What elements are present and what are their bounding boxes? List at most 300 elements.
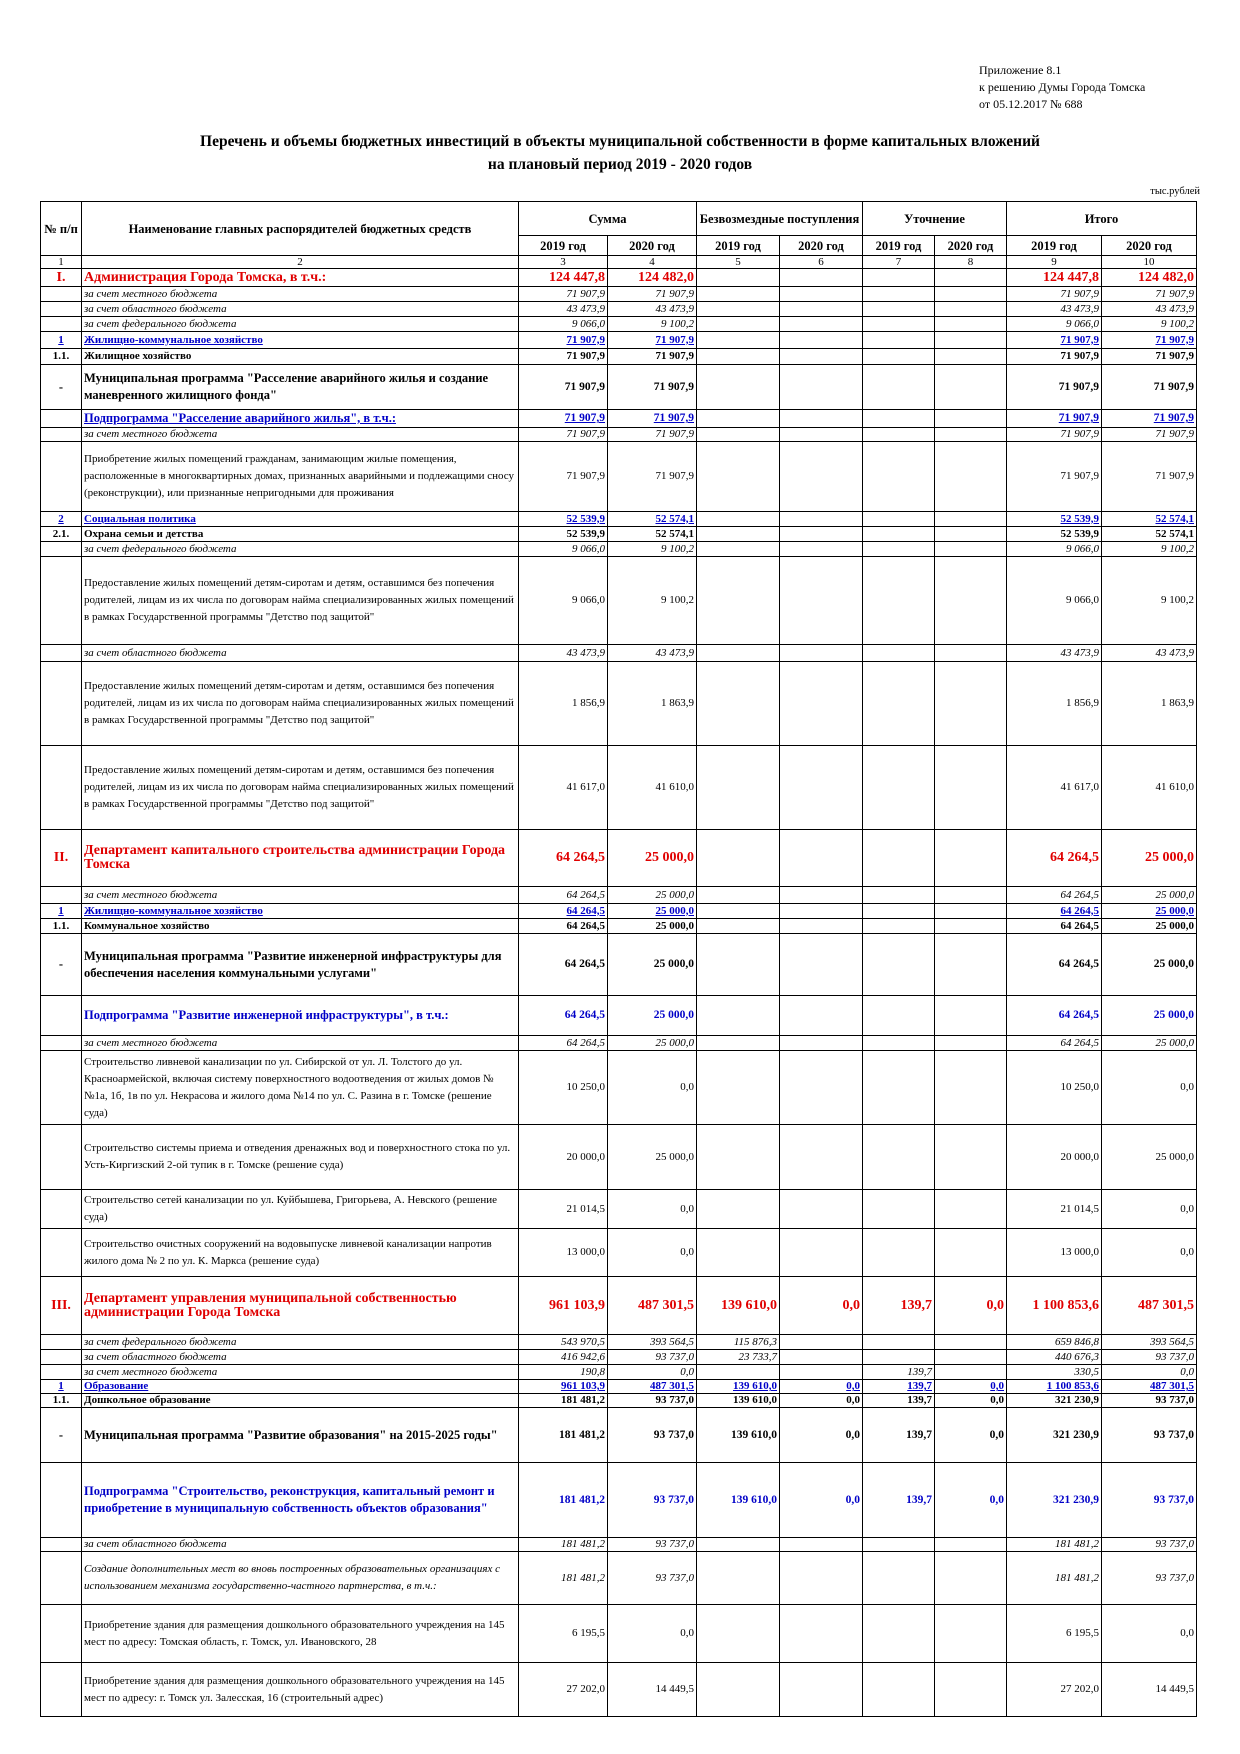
value-cell [780,542,863,557]
value-cell [863,542,935,557]
table-row [41,1463,1197,1538]
value-cell [697,1538,780,1552]
value-cell [697,1552,780,1605]
value-cell [863,1335,935,1350]
row-number-cell [41,887,82,904]
value-cell: 71 907,9 [1102,287,1197,302]
value-cell: 25 000,0 [1102,830,1197,887]
value-cell: 1 863,9 [1102,662,1197,746]
row-number-cell: 1 [41,332,82,349]
value-cell: 487 301,5 [608,1277,697,1335]
value-cell: 71 907,9 [608,442,697,512]
value-cell [863,1036,935,1051]
value-cell [780,557,863,645]
value-cell: 71 907,9 [519,410,608,428]
value-cell: 139,7 [863,1463,935,1538]
value-cell [780,512,863,527]
row-number-cell [41,1552,82,1605]
value-cell: 43 473,9 [519,645,608,662]
value-cell: 1 856,9 [519,662,608,746]
value-cell [863,527,935,542]
table-row [41,1380,1197,1394]
table-row [41,1605,1197,1663]
value-cell [780,662,863,746]
value-cell: 20 000,0 [1007,1125,1102,1190]
row-number-cell: 1 [41,1380,82,1394]
value-cell [935,1663,1007,1717]
table-row [41,919,1197,934]
value-cell [697,512,780,527]
row-name-cell: Предоставление жилых помещений детям-сиротам и детям, оставшимся без попечения родителей, лицам из их числа по договорам найма специализированных жилых помещений в рамках Государственной программы "Детство под защитой" [82,557,519,645]
value-cell: 71 907,9 [1007,349,1102,365]
value-cell [697,1190,780,1229]
table-row [41,887,1197,904]
value-cell [935,512,1007,527]
value-cell [863,287,935,302]
value-cell: 93 737,0 [608,1394,697,1408]
value-cell: 64 264,5 [1007,996,1102,1036]
value-cell: 139 610,0 [697,1380,780,1394]
value-cell: 487 301,5 [1102,1380,1197,1394]
value-cell [697,557,780,645]
value-cell: 0,0 [780,1394,863,1408]
row-name-cell: за счет областного бюджета [82,1538,519,1552]
value-cell: 124 447,8 [1007,269,1102,287]
value-cell: 21 014,5 [1007,1190,1102,1229]
value-cell [780,996,863,1036]
value-cell [863,996,935,1036]
table-row [41,428,1197,442]
value-cell: 124 482,0 [1102,269,1197,287]
row-name-cell: Муниципальная программа "Расселение аварийного жилья и создание маневренного жилищного фонда" [82,365,519,410]
value-cell: 181 481,2 [519,1552,608,1605]
value-cell [697,269,780,287]
value-cell [935,269,1007,287]
value-cell: 416 942,6 [519,1350,608,1365]
value-cell [780,919,863,934]
value-cell [697,934,780,996]
value-cell: 190,8 [519,1365,608,1380]
value-cell [697,830,780,887]
row-name-cell: за счет областного бюджета [82,302,519,317]
value-cell [935,365,1007,410]
value-cell [935,428,1007,442]
header-year-2020: 2020 год [608,236,697,256]
row-number-cell [41,1605,82,1663]
value-cell: 0,0 [608,1051,697,1125]
row-number-cell [41,1051,82,1125]
value-cell: 93 737,0 [608,1408,697,1463]
value-cell: 139,7 [863,1408,935,1463]
row-number-cell: I. [41,269,82,287]
value-cell [935,287,1007,302]
value-cell [697,887,780,904]
table-row [41,527,1197,542]
row-name-cell: Строительство ливневой канализации по ул. Сибирской от ул. Л. Толстого до ул. Красноармейской, включая систему поверхностного водоотведения от жилых домов №№1а, 1б, 1в по ул. Некрасова и жилого дома №14 по ул. С. Разина в г. Томске (решение суда) [82,1051,519,1125]
table-row [41,645,1197,662]
row-number-cell [41,662,82,746]
value-cell: 71 907,9 [1007,365,1102,410]
value-cell [697,542,780,557]
value-cell [935,1051,1007,1125]
row-name-cell: Администрация Города Томска, в т.ч.: [82,269,519,287]
value-cell: 93 737,0 [608,1552,697,1605]
value-cell [863,332,935,349]
table-row [41,442,1197,512]
value-cell: 139,7 [863,1380,935,1394]
value-cell: 9 066,0 [1007,542,1102,557]
appendix-line-3: от 05.12.2017 № 688 [979,97,1083,111]
value-cell [863,1125,935,1190]
value-cell: 181 481,2 [519,1463,608,1538]
header-sum: Сумма [519,202,697,236]
value-cell: 43 473,9 [1007,302,1102,317]
value-cell: 440 676,3 [1007,1350,1102,1365]
value-cell: 124 447,8 [519,269,608,287]
value-cell: 0,0 [780,1277,863,1335]
value-cell [780,410,863,428]
value-cell [697,1605,780,1663]
value-cell: 139,7 [863,1277,935,1335]
value-cell: 9 066,0 [519,557,608,645]
value-cell [780,332,863,349]
value-cell: 181 481,2 [519,1538,608,1552]
value-cell [780,1036,863,1051]
row-name-cell: Строительство очистных сооружений на водовыпуске ливневой канализации напротив жилого дома № 2 по ул. К. Маркса (решение суда) [82,1229,519,1277]
value-cell: 25 000,0 [608,996,697,1036]
value-cell [863,512,935,527]
value-cell: 71 907,9 [519,428,608,442]
value-cell: 25 000,0 [608,1036,697,1051]
value-cell: 9 066,0 [519,317,608,332]
value-cell [780,1663,863,1717]
table-row [41,934,1197,996]
value-cell: 43 473,9 [1007,645,1102,662]
value-cell [863,365,935,410]
value-cell: 1 100 853,6 [1007,1380,1102,1394]
row-number-cell: - [41,365,82,410]
value-cell: 93 737,0 [608,1350,697,1365]
value-cell: 93 737,0 [1102,1408,1197,1463]
table-row [41,1538,1197,1552]
value-cell [863,317,935,332]
table-row [41,542,1197,557]
value-cell: 64 264,5 [1007,887,1102,904]
row-number-cell: 2 [41,512,82,527]
value-cell: 64 264,5 [519,830,608,887]
value-cell: 13 000,0 [519,1229,608,1277]
row-name-cell: за счет местного бюджета [82,1365,519,1380]
value-cell [935,887,1007,904]
value-cell [780,1605,863,1663]
row-number-cell [41,557,82,645]
row-name-cell: за счет областного бюджета [82,645,519,662]
value-cell [935,542,1007,557]
value-cell: 9 066,0 [519,542,608,557]
header-grants: Безвозмездные поступления [697,202,863,236]
row-name-cell: Социальная политика [82,512,519,527]
row-name-cell: Муниципальная программа "Развитие инженерной инфраструктуры для обеспечения населения коммунальными услугами" [82,934,519,996]
value-cell: 321 230,9 [1007,1408,1102,1463]
row-name-cell: Подпрограмма "Развитие инженерной инфраструктуры", в т.ч.: [82,996,519,1036]
value-cell: 64 264,5 [519,934,608,996]
value-cell [697,746,780,830]
row-number-cell: 2.1. [41,527,82,542]
value-cell [780,1229,863,1277]
value-cell: 64 264,5 [1007,904,1102,919]
value-cell: 25 000,0 [1102,887,1197,904]
value-cell [697,527,780,542]
value-cell [780,1552,863,1605]
value-cell [697,317,780,332]
header-year-2020: 2020 год [780,236,863,256]
colnum-cell: 8 [935,256,1007,269]
value-cell [935,527,1007,542]
header-total: Итого [1007,202,1197,236]
row-name-cell: Строительство сетей канализации по ул. Куйбышева, Григорьева, А. Невского (решение суда) [82,1190,519,1229]
value-cell: 71 907,9 [608,428,697,442]
value-cell [697,1036,780,1051]
value-cell: 71 907,9 [519,349,608,365]
row-name-cell: Предоставление жилых помещений детям-сиротам и детям, оставшимся без попечения родителей, лицам из их числа по договорам найма специализированных жилых помещений в рамках Государственной программы "Детство под защитой" [82,746,519,830]
table-row [41,1125,1197,1190]
row-number-cell: - [41,934,82,996]
value-cell: 71 907,9 [608,365,697,410]
value-cell: 52 574,1 [608,512,697,527]
table-row [41,662,1197,746]
value-cell: 43 473,9 [1102,645,1197,662]
table-row [41,1365,1197,1380]
value-cell [863,302,935,317]
value-cell: 0,0 [1102,1229,1197,1277]
value-cell: 71 907,9 [1007,442,1102,512]
value-cell [780,428,863,442]
value-cell: 0,0 [935,1277,1007,1335]
value-cell: 393 564,5 [608,1335,697,1350]
value-cell: 43 473,9 [608,645,697,662]
value-cell [863,919,935,934]
header-adjust: Уточнение [863,202,1007,236]
value-cell: 71 907,9 [519,287,608,302]
value-cell: 71 907,9 [1102,442,1197,512]
row-number-cell [41,302,82,317]
value-cell: 10 250,0 [1007,1051,1102,1125]
value-cell [780,1335,863,1350]
value-cell: 13 000,0 [1007,1229,1102,1277]
table-row [41,332,1197,349]
header-year-2020: 2020 год [935,236,1007,256]
table-row [41,302,1197,317]
value-cell [780,1350,863,1365]
value-cell [780,830,863,887]
row-number-cell [41,287,82,302]
value-cell: 71 907,9 [1102,410,1197,428]
value-cell: 71 907,9 [608,287,697,302]
table-row [41,512,1197,527]
value-cell: 330,5 [1007,1365,1102,1380]
table-row [41,1051,1197,1125]
row-name-cell: Жилищное хозяйство [82,349,519,365]
units-label: тыс.рублей [1150,186,1200,197]
value-cell [697,1125,780,1190]
value-cell: 139 610,0 [697,1394,780,1408]
value-cell: 64 264,5 [519,904,608,919]
value-cell: 139,7 [863,1394,935,1408]
row-number-cell [41,1125,82,1190]
value-cell: 21 014,5 [519,1190,608,1229]
header-year-2019: 2019 год [1007,236,1102,256]
table-row [41,1663,1197,1717]
value-cell [863,269,935,287]
row-name-cell: Охрана семьи и детства [82,527,519,542]
row-number-cell [41,428,82,442]
value-cell [863,1190,935,1229]
table-row [41,349,1197,365]
value-cell: 9 100,2 [1102,557,1197,645]
value-cell [697,1663,780,1717]
row-name-cell: Приобретение жилых помещений гражданам, занимающим жилые помещения, расположенные в многоквартирных домах, признанных аварийными и подлежащими сносу (реконструкции), или признанные непригодными для проживания [82,442,519,512]
value-cell: 71 907,9 [1102,332,1197,349]
table-row [41,1335,1197,1350]
appendix-block [979,62,1145,113]
value-cell [935,1365,1007,1380]
row-number-cell: 1.1. [41,919,82,934]
value-cell: 9 100,2 [1102,542,1197,557]
value-cell: 71 907,9 [608,332,697,349]
appendix-line-2: к решению Думы Города Томска [979,80,1146,94]
colnum-cell: 7 [863,256,935,269]
value-cell: 64 264,5 [1007,830,1102,887]
value-cell: 181 481,2 [519,1394,608,1408]
value-cell: 71 907,9 [519,442,608,512]
row-number-cell [41,1350,82,1365]
row-name-cell: Подпрограмма "Строительство, реконструкция, капитальный ремонт и приобретение в муниципальную собственность объектов образования" [82,1463,519,1538]
value-cell: 0,0 [1102,1190,1197,1229]
value-cell [935,410,1007,428]
value-cell [935,349,1007,365]
value-cell [863,1605,935,1663]
value-cell: 41 610,0 [608,746,697,830]
value-cell: 71 907,9 [608,410,697,428]
row-name-cell: Создание дополнительных мест во вновь построенных образовательных организациях с использованием механизма государственно-частного партнерства, в т.ч.: [82,1552,519,1605]
value-cell: 321 230,9 [1007,1463,1102,1538]
value-cell: 93 737,0 [1102,1538,1197,1552]
value-cell [863,1663,935,1717]
value-cell: 961 103,9 [519,1277,608,1335]
value-cell: 543 970,5 [519,1335,608,1350]
value-cell [697,1365,780,1380]
value-cell: 1 100 853,6 [1007,1277,1102,1335]
value-cell: 139 610,0 [697,1408,780,1463]
header-year-2019: 2019 год [863,236,935,256]
row-number-cell [41,542,82,557]
value-cell [697,904,780,919]
value-cell: 0,0 [1102,1365,1197,1380]
row-name-cell: Департамент капитального строительства администрации Города Томска [82,830,519,887]
value-cell [863,349,935,365]
value-cell [697,662,780,746]
value-cell: 64 264,5 [519,919,608,934]
row-name-cell: Жилищно-коммунальное хозяйство [82,332,519,349]
value-cell [780,746,863,830]
value-cell [863,1051,935,1125]
table-row [41,557,1197,645]
value-cell [780,1051,863,1125]
value-cell: 25 000,0 [1102,919,1197,934]
value-cell: 71 907,9 [519,332,608,349]
value-cell [935,317,1007,332]
value-cell [697,349,780,365]
value-cell: 1 863,9 [608,662,697,746]
value-cell: 9 100,2 [608,542,697,557]
value-cell: 64 264,5 [1007,934,1102,996]
value-cell: 71 907,9 [1007,428,1102,442]
value-cell: 0,0 [608,1229,697,1277]
value-cell [780,365,863,410]
value-cell: 93 737,0 [608,1463,697,1538]
value-cell [697,442,780,512]
value-cell: 41 610,0 [1102,746,1197,830]
value-cell [780,645,863,662]
table-row [41,1036,1197,1051]
table-row [41,317,1197,332]
value-cell: 93 737,0 [608,1538,697,1552]
value-cell [697,645,780,662]
value-cell [780,1125,863,1190]
value-cell: 27 202,0 [1007,1663,1102,1717]
value-cell: 43 473,9 [608,302,697,317]
value-cell: 25 000,0 [1102,1125,1197,1190]
value-cell: 25 000,0 [608,919,697,934]
value-cell [697,1051,780,1125]
row-name-cell: Департамент управления муниципальной собственностью администрации Города Томска [82,1277,519,1335]
table-row [41,996,1197,1036]
value-cell: 52 574,1 [1102,527,1197,542]
row-name-cell: Строительство системы приема и отведения дренажных вод и поверхностного стока по ул. Усть-Киргизский 2-ой тупик в г. Томске (решение суда) [82,1125,519,1190]
value-cell: 9 100,2 [1102,317,1197,332]
value-cell [935,1125,1007,1190]
value-cell [863,662,935,746]
value-cell: 25 000,0 [1102,904,1197,919]
value-cell [780,887,863,904]
value-cell: 0,0 [608,1190,697,1229]
value-cell: 71 907,9 [1102,365,1197,410]
row-name-cell: Подпрограмма "Расселение аварийного жилья", в т.ч.: [82,410,519,428]
colnum-cell: 5 [697,256,780,269]
value-cell: 71 907,9 [1102,428,1197,442]
value-cell: 0,0 [935,1380,1007,1394]
value-cell: 181 481,2 [1007,1552,1102,1605]
row-name-cell: Приобретение здания для размещения дошкольного образовательного учреждения на 145 мест по адресу: г. Томск ул. Залесская, 16 (строительный адрес) [82,1663,519,1717]
table-row [41,287,1197,302]
value-cell [935,1552,1007,1605]
value-cell [863,934,935,996]
value-cell: 41 617,0 [1007,746,1102,830]
table-row [41,1394,1197,1408]
value-cell: 14 449,5 [608,1663,697,1717]
header-year-2020: 2020 год [1102,236,1197,256]
value-cell: 139 610,0 [697,1463,780,1538]
value-cell: 64 264,5 [519,996,608,1036]
value-cell: 1 856,9 [1007,662,1102,746]
value-cell: 10 250,0 [519,1051,608,1125]
row-number-cell [41,442,82,512]
value-cell: 23 733,7 [697,1350,780,1365]
value-cell [863,746,935,830]
row-name-cell: Предоставление жилых помещений детям-сиротам и детям, оставшимся без попечения родителей, лицам из их числа по договорам найма специализированных жилых помещений в рамках Государственной программы "Детство под защитой" [82,662,519,746]
value-cell [935,1229,1007,1277]
value-cell: 64 264,5 [1007,919,1102,934]
